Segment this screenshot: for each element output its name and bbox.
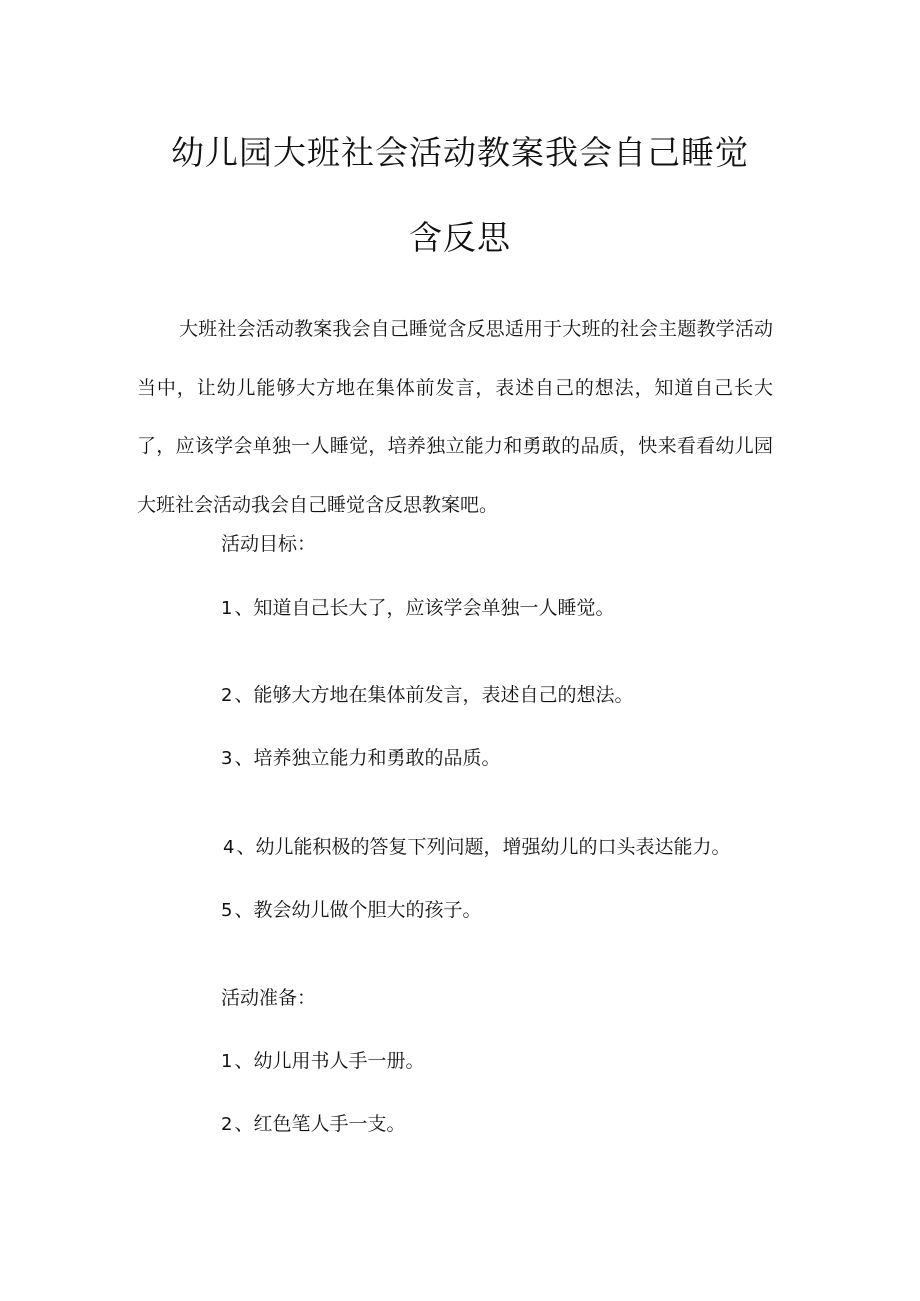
- prep-text: 、幼儿用书人手一册。: [234, 1050, 425, 1072]
- goal-text: 、能够大方地在集体前发言，表述自己的想法。: [234, 684, 634, 706]
- goal-number: 4: [223, 837, 235, 858]
- goal-number: 1: [221, 598, 233, 619]
- prep-text: 、红色笔人手一支。: [234, 1113, 406, 1135]
- document-title-line-1: 幼儿园大班社会活动教案我会自己睡觉: [171, 133, 749, 172]
- goal-item: [221, 595, 614, 622]
- goal-text: 、幼儿能积极的答复下列问题，增强幼儿的口头表达能力。: [236, 836, 731, 858]
- goal-text: 、知道自己长大了，应该学会单独一人睡觉。: [234, 597, 615, 619]
- prep-heading: 活动准备：: [221, 987, 317, 1009]
- prep-item: [221, 1048, 424, 1075]
- goal-text: 、教会幼儿做个胆大的孩子。: [234, 899, 482, 921]
- goal-item: [223, 834, 730, 861]
- goal-text: 、培养独立能力和勇敢的品质。: [234, 747, 501, 769]
- goal-number: 3: [221, 748, 233, 769]
- goal-number: 5: [221, 900, 233, 921]
- goal-item: [221, 745, 500, 772]
- goal-item: [221, 897, 481, 924]
- document-title-line-2: 含反思: [409, 218, 511, 257]
- goal-number: 2: [221, 685, 233, 706]
- prep-number: 1: [221, 1051, 233, 1072]
- goal-item: [221, 682, 633, 709]
- goals-heading: 活动目标：: [221, 533, 317, 555]
- intro-paragraph: 大班社会活动教案我会自己睡觉含反思适用于大班的社会主题教学活动当中，让幼儿能够大方地在集体前发言，表述自己的想法，知道自己长大了，应该学会单独一人睡觉，培养独立能力和勇敢的品质，快来看看幼儿园大班社会活动我会自己睡觉含反思教案吧。: [137, 318, 773, 516]
- prep-item: [221, 1111, 405, 1138]
- prep-number: 2: [221, 1114, 233, 1135]
